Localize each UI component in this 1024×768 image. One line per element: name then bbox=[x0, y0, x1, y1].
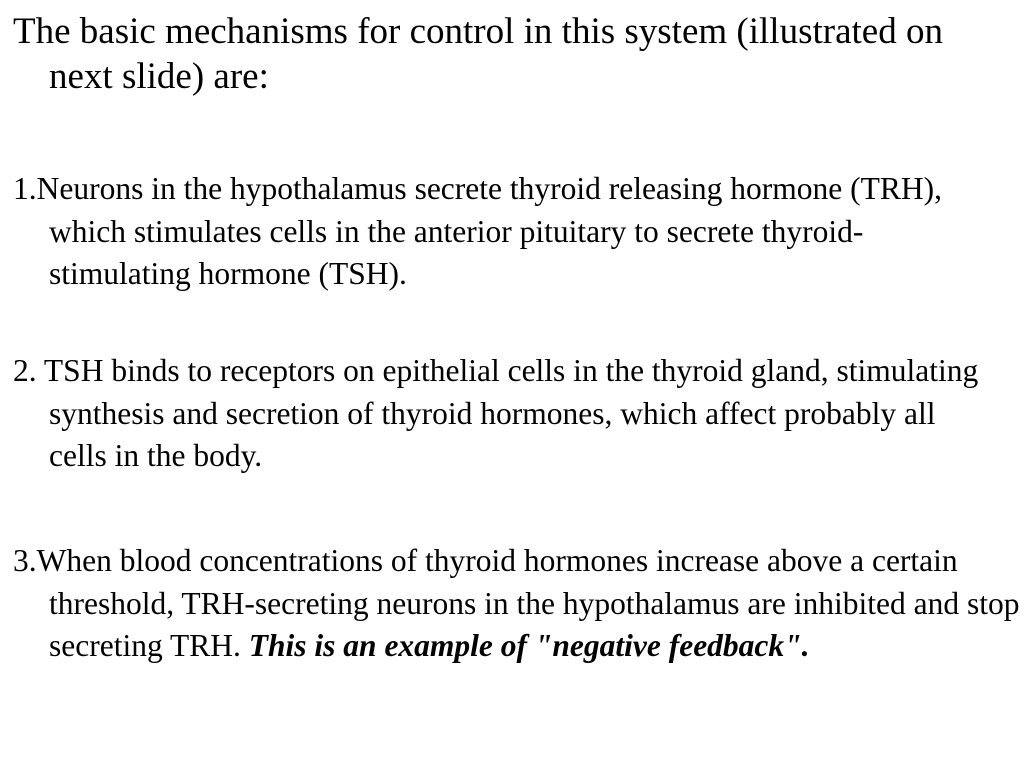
point-3-text: 3.When blood concentrations of thyroid hormones increase above a certain threshold, TRH-secreting neurons in the hypothalamus are inhibited and stop secreting TRH. bbox=[13, 543, 1020, 663]
point-1: 1.Neurons in the hypothalamus secrete thyroid releasing hormone (TRH), which stimulates cells in the anterior pituitary to secrete thyroid-stimulating hormone (TSH). bbox=[13, 171, 943, 291]
intro-paragraph: The basic mechanisms for control in this system (illustrated on next slide) are: bbox=[13, 11, 943, 97]
point-2: 2. TSH binds to receptors on epithelial cells in the thyroid gland, stimulating synthesis and secretion of thyroid hormones, which affect probably all cells in the body. bbox=[13, 353, 979, 473]
point-3 bbox=[13, 540, 1024, 668]
negative-feedback-emphasis: This is an example of "negative feedback". bbox=[248, 628, 810, 663]
